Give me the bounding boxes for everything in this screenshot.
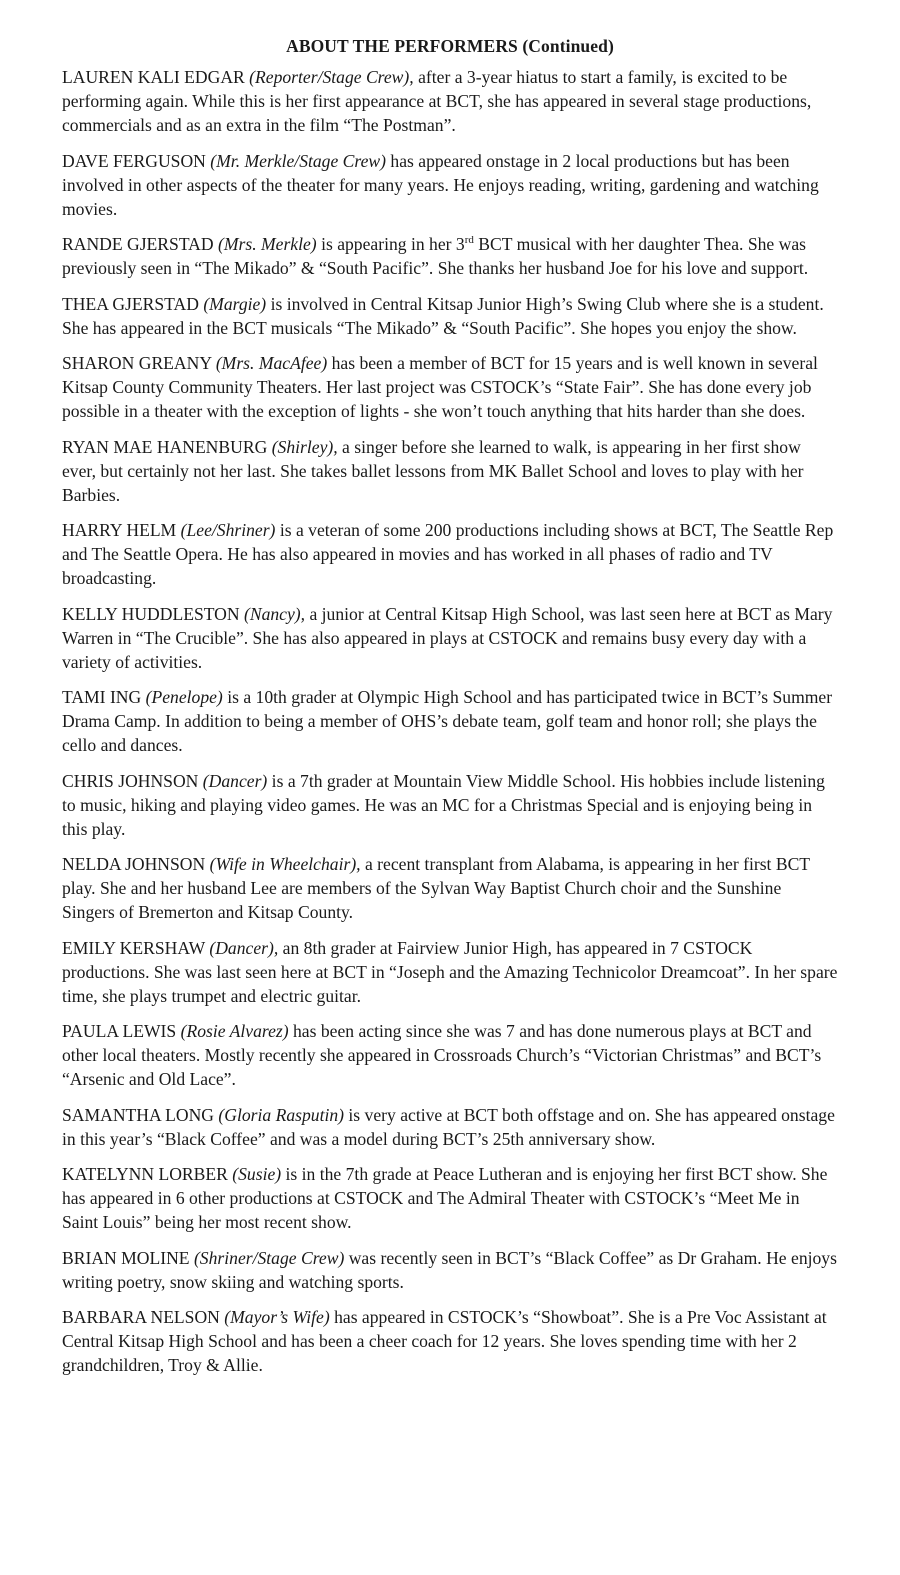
performer-name: LAUREN KALI EDGAR	[62, 67, 245, 87]
performer-role: (Gloria Rasputin)	[218, 1104, 345, 1125]
performer-bio-lorber	[62, 1162, 838, 1234]
performer-role: (Wife in Wheelchair),	[209, 854, 361, 874]
performer-name: BRIAN MOLINE	[62, 1247, 190, 1268]
performer-role: (Nancy),	[243, 603, 306, 624]
performer-bio-text: is a veteran of some 200 productions including shows at BCT, The Seattle Rep and The Seattle Opera. He has also appeared in movies and has worked in all phases of radio and TV broadcasting.	[62, 520, 834, 588]
performer-role: (Reporter/Stage Crew),	[249, 67, 414, 87]
performer-bio-text: is in the 7th grade at Peace Lutheran and is enjoying her first BCT show. She has appeared in 6 other productions at CSTOCK and The Admiral Theater with CSTOCK’s “Meet Me in Saint Louis” being her most recent show.	[62, 1164, 828, 1232]
performer-bio-text: is very active at BCT both offstage and on. She has appeared onstage in this year’s “Black Coffee” and was a model during BCT’s 25th anniversary show.	[62, 1104, 835, 1149]
performer-bio-hanenburg	[62, 435, 838, 507]
performer-bio-text: was recently seen in BCT’s “Black Coffee” as Dr Graham. He enjoys writing poetry, snow skiing and watching sports.	[62, 1247, 837, 1292]
performer-bio-ferguson	[62, 149, 838, 221]
performer-bio-text: has been acting since she was 7 and has done numerous plays at BCT and other local theaters. Mostly recently she appeared in Crossroads Church’s “Victorian Christmas” and BCT’s “Arsenic and Old Lace”.	[62, 1021, 822, 1089]
performer-bio-thea-gjerstad	[62, 292, 838, 340]
performer-role: (Dancer),	[209, 937, 279, 958]
performer-role: (Shriner/Stage Crew)	[193, 1247, 345, 1268]
performer-bio-text: is a 10th grader at Olympic High School and has participated twice in BCT’s Summer Drama Camp. In addition to being a member of OHS’s debate team, golf team and honor roll; she plays the cello and dances.	[62, 687, 833, 755]
performer-bio-text: is a 7th grader at Mountain View Middle School. His hobbies include listening to music, hiking and playing video games. He was an MC for a Christmas Special and is enjoying being in this play.	[62, 770, 825, 839]
performer-name: RYAN MAE HANENBURG	[62, 436, 268, 457]
performer-name: EMILY KERSHAW	[62, 937, 205, 958]
performer-name: BARBARA NELSON	[62, 1307, 220, 1327]
performer-bio-helm	[62, 518, 838, 590]
ordinal-suffix: rd	[464, 234, 474, 247]
performer-bio-text: has appeared onstage in 2 local productions but has been involved in other aspects of the theater for many years. He enjoys reading, writing, gardening and watching movies.	[62, 150, 819, 219]
performer-bio-text: has appeared in CSTOCK’s “Showboat”. She is a Pre Voc Assistant at Central Kitsap High School and has been a cheer coach for 12 years. She loves spending time with her 2 grandchildren, Troy & Allie.	[62, 1307, 827, 1375]
performer-role: (Rosie Alvarez)	[180, 1021, 289, 1041]
performer-name: RANDE GJERSTAD	[62, 234, 214, 254]
performer-name: THEA GJERSTAD	[62, 293, 199, 314]
performer-bio-text: has been a member of BCT for 15 years and is well known in several Kitsap County Community Theaters. Her last project was CSTOCK’s “State Fair”. She has done every job possible in a theater with the exception of lights - she won’t touch anything that hits harder than she does.	[62, 353, 818, 421]
performer-name: KELLY HUDDLESTON	[62, 603, 240, 624]
performer-bio-nelson	[62, 1305, 838, 1377]
performer-name: CHRIS JOHNSON	[62, 770, 199, 791]
performer-role: (Shirley),	[271, 436, 338, 457]
performer-bio-long	[62, 1103, 838, 1151]
page-title: ABOUT THE PERFORMERS (Continued)	[286, 36, 614, 56]
performer-bio-text: a recent transplant from Alabama, is appearing in her first BCT play. She and her husband Lee are members of the Sylvan Way Baptist Church choir and the Sunshine Singers of Bremerton and Kitsap County.	[62, 854, 810, 922]
performer-name: HARRY HELM	[62, 520, 177, 540]
performer-role: (Dancer)	[202, 770, 268, 791]
performer-name: SHARON GREANY	[62, 353, 212, 373]
performer-bio-text: BCT musical with her daughter Thea. She was previously seen in “The Mikado” & “South Pacific”. She thanks her husband Joe for his love and support.	[62, 234, 809, 278]
performer-bio-text: after a 3-year hiatus to start a family, is excited to be performing again. While this is her first appearance at BCT, she has appeared in several stage productions, commercials and as an extra in the film “The Postman”.	[62, 67, 812, 135]
performer-bio-huddleston	[62, 602, 838, 674]
performer-bio-nelda-johnson	[62, 852, 838, 924]
performer-bio-text: an 8th grader at Fairview Junior High, has appeared in 7 CSTOCK productions. She was last seen here at BCT in “Joseph and the Amazing Technicolor Dreamcoat”. In her spare time, she plays trumpet and electric guitar.	[62, 937, 838, 1006]
performer-name: NELDA JOHNSON	[62, 854, 206, 874]
performer-bio-moline	[62, 1246, 838, 1294]
performer-role: (Mayor’s Wife)	[224, 1307, 330, 1327]
performer-name: PAULA LEWIS	[62, 1021, 177, 1041]
performer-name: TAMI ING	[62, 687, 142, 707]
performer-bio-lewis	[62, 1019, 838, 1091]
performer-role: (Mr. Merkle/Stage Crew)	[210, 150, 387, 171]
performer-name: DAVE FERGUSON	[62, 150, 206, 171]
performer-role: (Penelope)	[145, 687, 223, 707]
performer-bio-rande-gjerstad	[62, 232, 838, 280]
performer-role: (Susie)	[232, 1164, 282, 1184]
performer-bio-ing	[62, 685, 838, 757]
performer-role: (Lee/Shriner)	[180, 520, 276, 540]
performer-bio-text-pre: is appearing in her 3	[316, 234, 465, 254]
performer-bio-chris-johnson	[62, 769, 838, 841]
performer-role: (Mrs. Merkle)	[217, 234, 317, 254]
performer-bio-kershaw	[62, 936, 838, 1008]
performer-bio-edgar	[62, 65, 838, 137]
performer-role: (Margie)	[203, 293, 267, 314]
performer-bio-greany	[62, 351, 838, 423]
performer-name: SAMANTHA LONG	[62, 1104, 214, 1125]
performer-bio-text: is involved in Central Kitsap Junior High’s Swing Club where she is a student. She has appeared in the BCT musicals “The Mikado” & “South Pacific”. She hopes you enjoy the show.	[62, 293, 824, 338]
performer-name: KATELYNN LORBER	[62, 1164, 228, 1184]
performer-bio-text: a singer before she learned to walk, is appearing in her first show ever, but certainly not her last. She takes ballet lessons from MK Ballet School and loves to play with her Barbies.	[62, 436, 804, 505]
performer-bio-text: a junior at Central Kitsap High School, was last seen here at BCT as Mary Warren in “The Crucible”. She has also appeared in plays at CSTOCK and remains busy every day with a variety of activities.	[62, 603, 833, 672]
performer-role: (Mrs. MacAfee)	[215, 353, 328, 373]
